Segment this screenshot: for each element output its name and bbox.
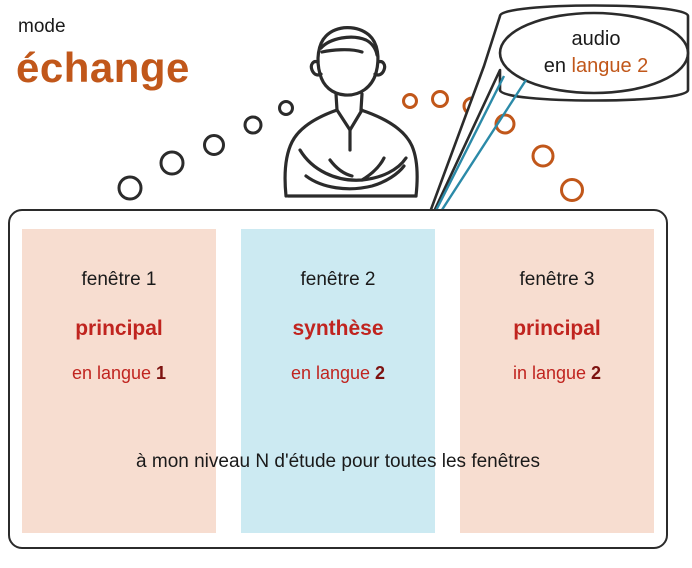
window-column-3[interactable] [460, 229, 654, 533]
window-2-role: synthèse [292, 317, 384, 340]
window-1-language-prefix: en langue [71, 363, 157, 383]
bubble-line-2 [500, 53, 692, 80]
footer-note: à mon niveau N d'étude pour toutes les fenêtres [136, 451, 540, 472]
window-3-language [460, 363, 654, 384]
bubble-line-2-highlight: langue 2 [571, 55, 649, 77]
window-3-language-number: 2 [591, 363, 602, 383]
window-column-1[interactable] [22, 229, 216, 533]
window-3-title: fenêtre 3 [519, 269, 595, 290]
window-1-title: fenêtre 1 [81, 269, 157, 290]
window-2-language-number: 2 [375, 363, 386, 383]
window-1-language [22, 363, 216, 384]
window-3-role: principal [513, 317, 601, 340]
page-title: échange [16, 44, 190, 91]
bubble-line-2-prefix: en [543, 55, 572, 77]
bubble-line-1: audio [571, 28, 621, 50]
window-column-2[interactable] [241, 229, 435, 533]
window-3-language-prefix: in langue [512, 363, 592, 383]
window-1-language-number: 1 [156, 363, 167, 383]
window-2-language [241, 363, 435, 384]
window-2-title: fenêtre 2 [300, 269, 376, 290]
windows-columns [10, 211, 666, 547]
window-1-role: principal [75, 317, 163, 340]
windows-panel [8, 209, 668, 549]
window-2-language-prefix: en langue [290, 363, 376, 383]
mode-label: mode [18, 16, 66, 37]
